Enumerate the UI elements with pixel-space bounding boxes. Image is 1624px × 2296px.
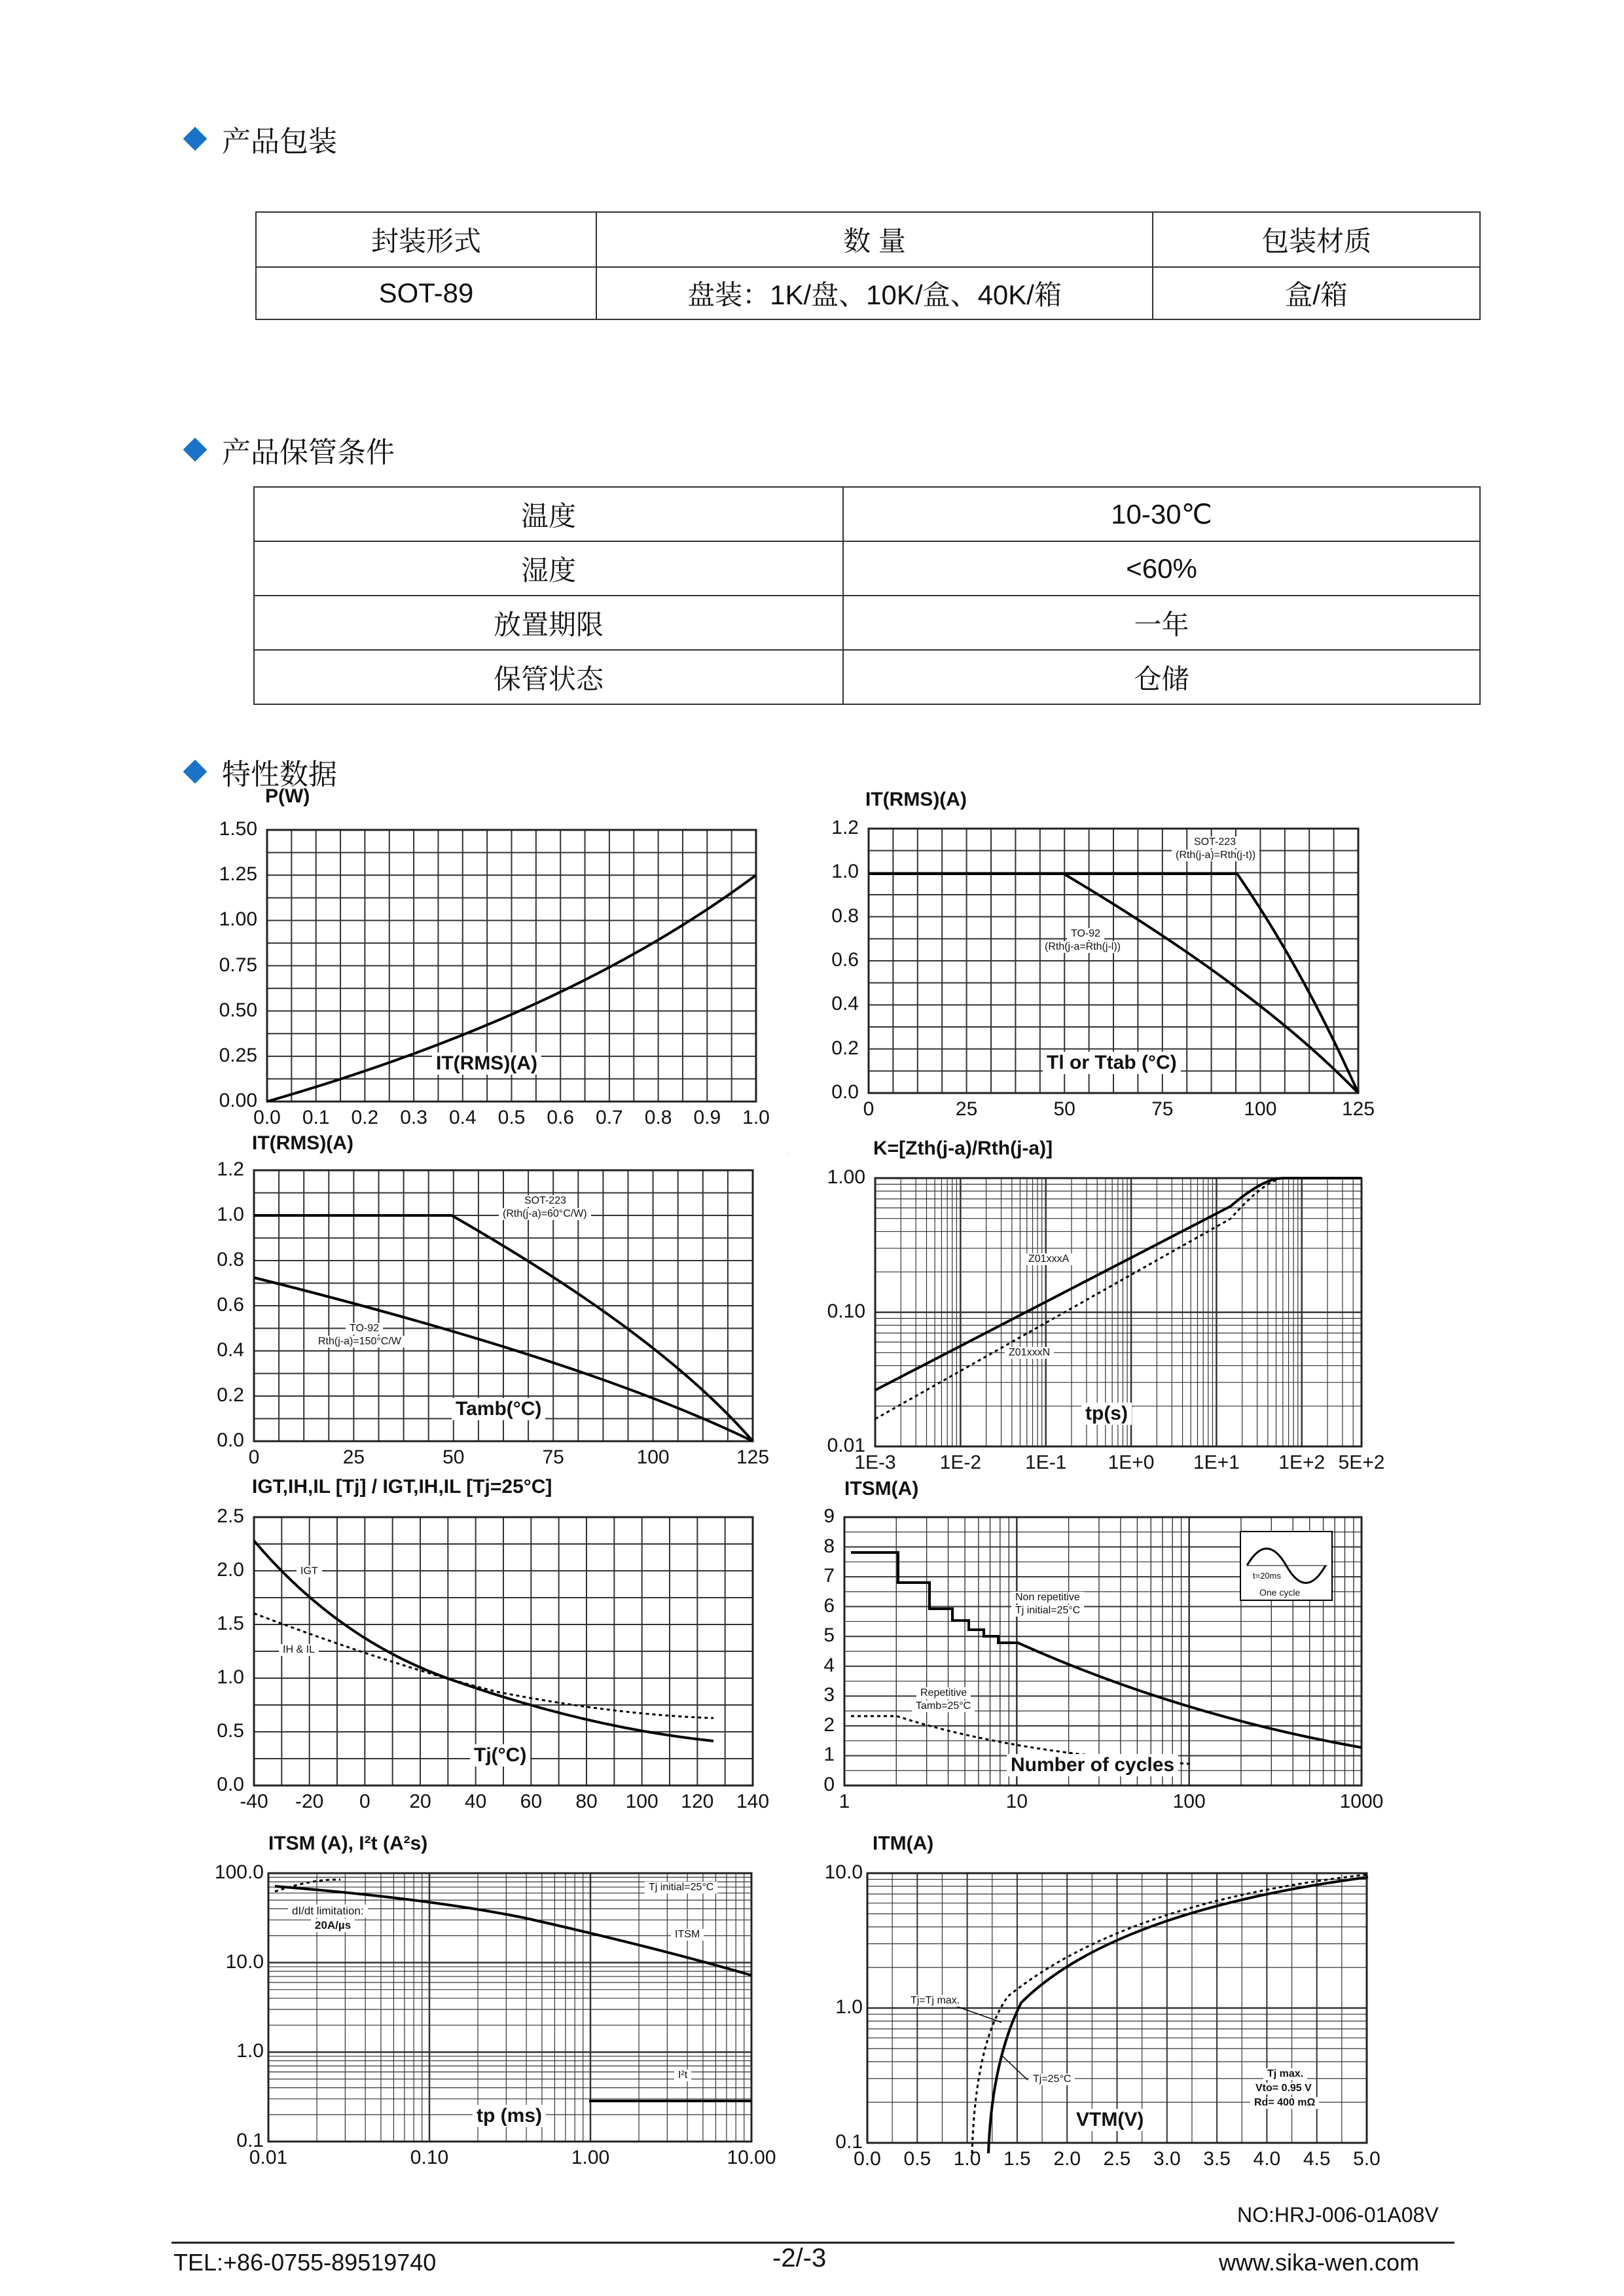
c1-ytick: 0.75 <box>219 954 257 976</box>
c2-xtick: 125 <box>1341 1098 1375 1120</box>
c1-xtick: 0.6 <box>547 1107 575 1128</box>
packaging-header-cell: 数 量 <box>596 212 1153 267</box>
c2-annotation: SOT-223 <box>1190 836 1240 848</box>
footer-page: -2/-3 <box>772 2244 827 2272</box>
c8-annotation: Rd= 400 mΩ <box>1250 2097 1319 2109</box>
c5-xtick: -40 <box>240 1791 268 1812</box>
storage-label-cell: 温度 <box>254 487 843 541</box>
storage-label-cell: 保管状态 <box>254 650 843 704</box>
c1-xtick: 0.2 <box>351 1107 379 1128</box>
c5-annotation: IH & IL <box>279 1644 319 1656</box>
c4-annotation: Z01xxxA <box>1024 1253 1073 1265</box>
c2-xtick: 100 <box>1244 1098 1277 1120</box>
c6-ytick: 9 <box>823 1505 835 1527</box>
c3-ytick: 0.6 <box>217 1294 244 1316</box>
c7-xtick: 10.00 <box>727 2147 776 2168</box>
footer-tel: TEL:+86-0755-89519740 <box>173 2249 437 2276</box>
c8-xtick: 4.0 <box>1253 2148 1281 2170</box>
c3-ytick: 0.4 <box>217 1339 244 1361</box>
c2-xtick: 25 <box>955 1098 978 1120</box>
c1-ytick: 1.25 <box>219 863 257 886</box>
c8-xtick: 1.5 <box>1003 2148 1031 2170</box>
storage-value-cell: 一年 <box>843 596 1480 650</box>
c8-annotation: Tj max. <box>1263 2068 1307 2080</box>
c4-xtick: 1E-2 <box>939 1452 982 1473</box>
c2-ytick: 0.6 <box>831 949 859 971</box>
c3-annotation: SOT-223 <box>520 1195 570 1207</box>
c5-xtick: 120 <box>681 1791 714 1812</box>
c5-xtick: 100 <box>625 1791 659 1812</box>
c4-xtick: 1E+1 <box>1193 1452 1240 1473</box>
packaging-cell: 盘装：1K/盘、10K/盒、40K/箱 <box>596 267 1153 319</box>
c7-ytick: 100.0 <box>214 1861 264 1883</box>
c7-annotation: Tj initial=25°C <box>645 1882 717 1893</box>
c4-xtick: 1E+0 <box>1108 1452 1155 1473</box>
c5-xtick: 20 <box>409 1791 431 1812</box>
c6-xtick: 100 <box>1172 1791 1206 1812</box>
c8-title: ITM(A) <box>873 1833 934 1854</box>
c5-xtick: 80 <box>575 1791 598 1812</box>
c6-annotation: t=20ms <box>1249 1571 1285 1581</box>
c3-ytick: 0.8 <box>217 1249 244 1270</box>
c4-ytick: 0.10 <box>827 1300 865 1322</box>
c3-xtick: 125 <box>736 1446 770 1468</box>
c6-annotation: Tj initial=25°C <box>1011 1605 1084 1617</box>
c1-ytick: 0.50 <box>219 999 257 1021</box>
c6-xtick: 1000 <box>1339 1791 1384 1812</box>
c8-xtick: 0.0 <box>854 2148 881 2170</box>
c5-xlabel: Tj(°C) <box>470 1744 530 1767</box>
c2-annotation: (Rth(j-a=Rth(j-l)) <box>1041 941 1125 953</box>
c1-xlabel: IT(RMS)(A) <box>432 1052 541 1075</box>
scan-mark: · <box>785 1147 789 1158</box>
c8-xtick: 3.0 <box>1153 2148 1181 2170</box>
c8-annotation: Tj=Tj max. <box>907 1995 964 2007</box>
c1-xtick: 0.3 <box>400 1107 427 1128</box>
c4-ytick: 0.01 <box>827 1435 865 1456</box>
c7-xtick: 0.10 <box>410 2147 449 2168</box>
packaging-cell: 盒/箱 <box>1153 267 1480 319</box>
c3-title: IT(RMS)(A) <box>252 1132 353 1154</box>
c6-annotation: Repetitive <box>916 1687 971 1699</box>
c6-annotation: One cycle <box>1255 1587 1304 1598</box>
c4-xlabel: tp(s) <box>1081 1403 1132 1425</box>
c1-xtick: 0.0 <box>253 1107 281 1128</box>
c5-xtick: 40 <box>464 1791 487 1812</box>
c8-ytick: 10.0 <box>824 1861 863 1883</box>
c7-annotation: 20A/µs <box>311 1919 355 1932</box>
storage-label-cell: 放置期限 <box>254 596 843 650</box>
c5-title: IGT,IH,IL [Tj] / IGT,IH,IL [Tj=25°C] <box>252 1476 552 1498</box>
c2-ytick: 1.0 <box>831 861 859 883</box>
c2-annotation: TO-92 <box>1067 928 1104 940</box>
c2-annotation: (Rth(j-a)=Rth(j-t)) <box>1172 850 1259 861</box>
c7-xlabel: tp (ms) <box>473 2105 546 2127</box>
c8-tj25-curve <box>988 1877 1368 2153</box>
c3-ytick: 1.0 <box>217 1204 244 1225</box>
packaging-cell: SOT-89 <box>256 267 596 319</box>
c3-xtick: 100 <box>636 1446 670 1468</box>
c5-ih-il-curve <box>254 1613 713 1718</box>
c3-xtick: 75 <box>542 1446 564 1468</box>
c6-ytick: 0 <box>823 1774 835 1795</box>
c7-ytick: 1.0 <box>236 2040 264 2062</box>
c6-ytick: 7 <box>823 1565 835 1587</box>
c2-xtick: 50 <box>1053 1098 1075 1120</box>
c5-ytick: 0.5 <box>217 1720 244 1742</box>
c8-xtick: 2.0 <box>1053 2148 1081 2170</box>
c8-xlabel: VTM(V) <box>1072 2109 1147 2131</box>
c1-ytick: 1.50 <box>219 818 257 840</box>
c6-xtick: 10 <box>1005 1791 1028 1812</box>
c5-ytick: 2.0 <box>217 1559 244 1581</box>
c8-tj25-pointer <box>1001 2055 1028 2080</box>
c1-xtick: 0.4 <box>448 1107 477 1128</box>
c7-xtick: 1.00 <box>571 2147 610 2168</box>
c7-annotation: I²t <box>674 2070 691 2081</box>
c3-xtick: 0 <box>248 1446 260 1468</box>
c1-xtick: 0.1 <box>302 1107 330 1128</box>
c4-xtick: 5E+2 <box>1338 1452 1385 1473</box>
c4-z01xxxn-line <box>875 1178 1283 1419</box>
c6-xlabel: Number of cycles <box>1007 1754 1178 1776</box>
c4-xtick: 1E-1 <box>1025 1452 1067 1473</box>
c5-ytick: 2.5 <box>217 1505 244 1527</box>
c3-ytick: 0.0 <box>217 1429 244 1451</box>
c3-ytick: 0.2 <box>217 1384 244 1406</box>
c2-ytick: 0.0 <box>831 1081 859 1103</box>
c2-ytick: 1.2 <box>831 817 859 838</box>
c6-ytick: 6 <box>823 1594 835 1617</box>
c7-annotation: dI/dt limitation: <box>288 1905 368 1918</box>
c1-xtick: 1.0 <box>742 1107 770 1128</box>
c5-xtick: 140 <box>736 1791 770 1812</box>
c3-annotation: TO-92 <box>346 1323 383 1335</box>
c8-xtick: 2.5 <box>1103 2148 1131 2170</box>
c4-ytick: 1.00 <box>827 1166 865 1188</box>
characteristics-title: 特性数据 <box>222 759 337 791</box>
c5-ytick: 1.5 <box>217 1613 244 1634</box>
c5-ytick: 0.0 <box>217 1774 244 1795</box>
c5-annotation: IGT <box>297 1566 322 1577</box>
c4-xtick: 1E+2 <box>1278 1452 1326 1473</box>
c3-xtick: 50 <box>442 1446 465 1468</box>
c6-ytick: 2 <box>823 1713 835 1736</box>
storage-value-cell: 10-30℃ <box>843 487 1480 541</box>
c8-xtick: 0.5 <box>903 2148 931 2170</box>
c7-title: ITSM (A), I²t (A²s) <box>268 1833 428 1854</box>
storage-value-cell: 仓储 <box>843 650 1480 704</box>
c6-ytick: 5 <box>823 1624 835 1647</box>
c3-xlabel: Tamb(°C) <box>452 1398 545 1420</box>
storage-value-cell: <60% <box>843 541 1480 596</box>
c1-xtick: 0.8 <box>644 1107 672 1128</box>
c4-title: K=[Zth(j-a)/Rth(j-a)] <box>873 1138 1053 1159</box>
packaging-header-cell: 包装材质 <box>1153 212 1480 267</box>
c1-ytick: 0.00 <box>219 1090 257 1111</box>
c2-ytick: 0.2 <box>831 1037 859 1059</box>
storage-title: 产品保管条件 <box>222 437 395 469</box>
c6-ytick: 4 <box>823 1654 835 1676</box>
c5-ytick: 1.0 <box>217 1666 244 1688</box>
c6-ytick: 3 <box>823 1684 835 1706</box>
packaging-title: 产品包装 <box>222 126 337 158</box>
c5-xtick: 0 <box>359 1791 370 1812</box>
footer-web[interactable]: www.sika-wen.com <box>1219 2249 1420 2276</box>
packaging-header-cell: 封装形式 <box>256 212 596 267</box>
c5-xtick: 60 <box>520 1791 543 1812</box>
c8-annotation: Tj=25°C <box>1029 2073 1075 2085</box>
c8-xtick: 4.5 <box>1303 2148 1331 2170</box>
c5-xtick: -20 <box>295 1791 324 1812</box>
c1-xtick: 0.5 <box>497 1107 526 1128</box>
c3-ytick: 1.2 <box>217 1158 244 1180</box>
c6-title: ITSM(A) <box>844 1478 919 1499</box>
c4-annotation: Z01xxxN <box>1005 1347 1054 1359</box>
c8-annotation: Vto= 0.95 V <box>1252 2083 1316 2094</box>
c6-ytick: 8 <box>823 1535 835 1557</box>
c2-ytick: 0.8 <box>831 905 859 927</box>
c7-ytick: 10.0 <box>225 1950 264 1973</box>
c7-annotation: ITSM <box>671 1929 704 1941</box>
c1-title: P(W) <box>265 785 310 807</box>
c6-xtick: 1 <box>839 1791 850 1812</box>
c8-xtick: 3.5 <box>1203 2148 1231 2170</box>
c8-xtick: 1.0 <box>953 2148 981 2170</box>
c6-annotation: Tamb=25°C <box>912 1700 975 1712</box>
c3-xtick: 25 <box>342 1446 365 1468</box>
c1-ytick: 0.25 <box>219 1044 257 1066</box>
c2-xtick: 75 <box>1151 1098 1174 1120</box>
c2-xlabel: Tl or Ttab (°C) <box>1043 1052 1181 1074</box>
c4-xtick: 1E-3 <box>854 1452 896 1473</box>
c1-xtick: 0.7 <box>596 1107 623 1128</box>
c3-annotation: Rth(j-a)=150°C/W <box>314 1336 405 1348</box>
c8-ytick: 1.0 <box>835 1996 863 2018</box>
c7-xtick: 0.01 <box>249 2147 288 2168</box>
c2-ytick: 0.4 <box>831 993 859 1015</box>
c2-xtick: 0 <box>863 1098 875 1120</box>
c1-xtick: 0.9 <box>693 1107 721 1128</box>
storage-label-cell: 湿度 <box>254 541 843 596</box>
c2-title: IT(RMS)(A) <box>865 789 967 810</box>
c1-ytick: 1.00 <box>219 908 257 931</box>
c6-annotation: Non repetitive <box>1011 1592 1084 1604</box>
c3-annotation: (Rth(j-a)=60°C/W) <box>499 1208 591 1220</box>
c8-xtick: 5.0 <box>1353 2148 1380 2170</box>
c6-ytick: 1 <box>823 1744 835 1766</box>
doc-number: NO:HRJ-006-01A08V <box>1237 2203 1439 2227</box>
c8-ytick: 0.1 <box>835 2131 863 2153</box>
c7-ytick: 0.1 <box>236 2130 264 2151</box>
